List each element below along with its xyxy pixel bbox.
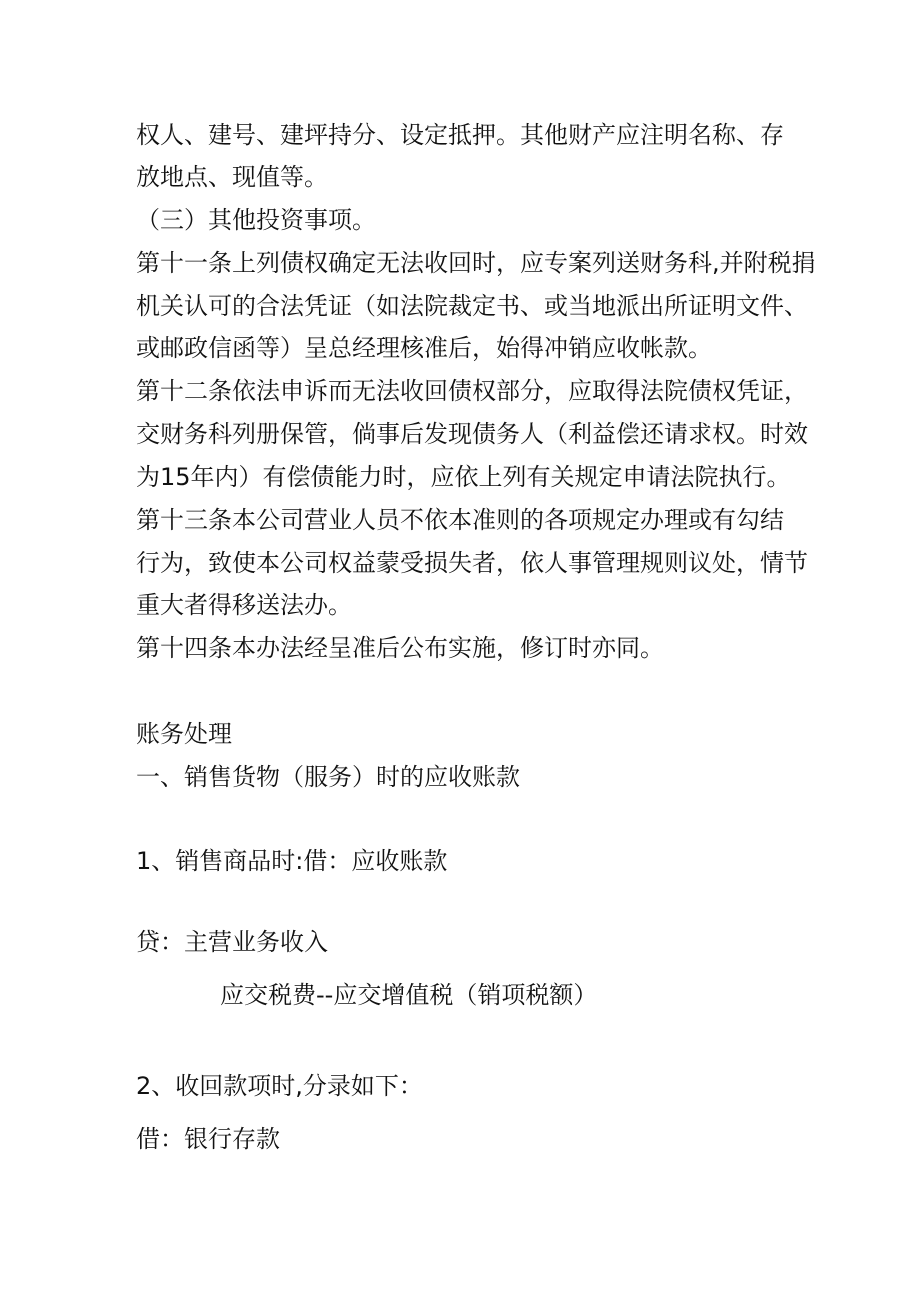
entry-1-credit: 贷：主营业务收入 — [136, 928, 328, 956]
text-line-3: （三）其他投资事项。 — [136, 206, 376, 234]
entry-2-title: 2、收回款项时,分录如下： — [136, 1072, 423, 1100]
article-11-line-2: 机关认可的合法凭证（如法院裁定书、或当地派出所证明文件、 — [136, 292, 808, 320]
article-13-line-2: 行为，致使本公司权益蒙受损失者，依人事管理规则议处，情节 — [136, 549, 808, 577]
article-13-line-3: 重大者得移送法办。 — [136, 591, 352, 619]
article-14-line: 第十四条本办法经呈准后公布实施，修订时亦同。 — [136, 634, 664, 662]
entry-2-debit: 借：银行存款 — [136, 1125, 280, 1153]
article-11-line-3: 或邮政信函等）呈总经理核准后，始得冲销应收帐款。 — [136, 334, 712, 362]
entry-1-credit-2: 应交税费--应交增值税（销项税额） — [220, 981, 598, 1009]
section-title: 账务处理 — [136, 720, 232, 748]
article-12-line-2: 交财务科列册保管，倘事后发现债务人（利益偿还请求权。时效 — [136, 420, 808, 448]
subsection-title: 一、销售货物（服务）时的应收账款 — [136, 763, 520, 791]
article-12-line-1: 第十二条依法申诉而无法收回债权部分，应取得法院债权凭证， — [136, 377, 808, 405]
article-12-line-3: 为15年内）有偿债能力时，应依上列有关规定申请法院执行。 — [136, 463, 791, 491]
entry-1-title: 1、销售商品时:借：应收账款 — [136, 847, 448, 875]
article-13-line-1: 第十三条本公司营业人员不依本准则的各项规定办理或有勾结 — [136, 506, 784, 534]
article-11-line-1: 第十一条上列债权确定无法收回时，应专案列送财务科,并附税捐 — [136, 249, 816, 277]
text-line-1: 权人、建号、建坪持分、设定抵押。其他财产应注明名称、存 — [136, 121, 784, 149]
text-line-2: 放地点、现值等。 — [136, 163, 328, 191]
